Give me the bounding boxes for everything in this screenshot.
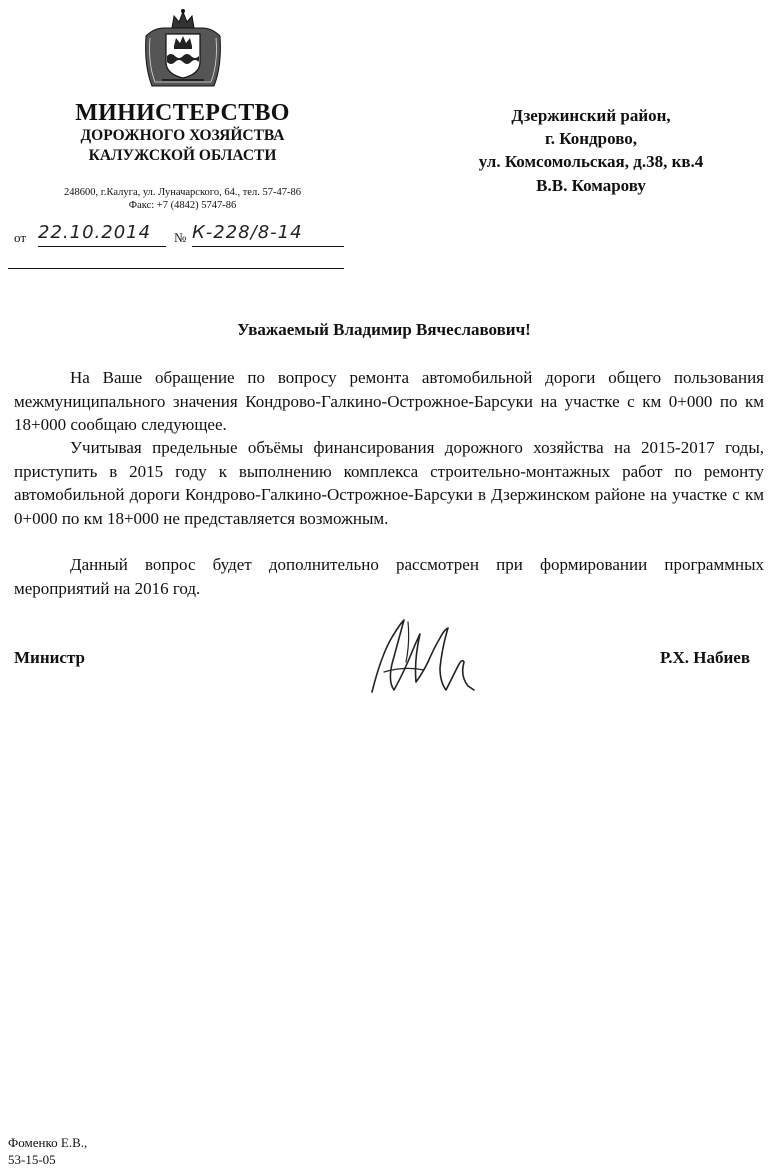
body-paragraph-1 <box>14 366 764 437</box>
signatory-position: Министр <box>14 648 85 667</box>
executor-name: Фоменко Е.В., <box>8 1135 88 1150</box>
ministry-title: МИНИСТЕРСТВО <box>75 100 290 126</box>
coat-of-arms-icon <box>142 6 224 90</box>
handwritten-signature <box>364 612 480 704</box>
salutation: Уважаемый Владимир Вячеславович! <box>237 320 531 339</box>
recipient-city: г. Кондрово, <box>544 129 638 148</box>
registration-date: 22.10.2014 <box>38 222 166 247</box>
ministry-subtitle-line1: ДОРОЖНОГО ХОЗЯЙСТВА <box>80 127 285 144</box>
executor-phone: 53-15-05 <box>8 1152 56 1167</box>
body-paragraph-2 <box>14 436 764 530</box>
signatory-name: Р.Х. Набиев <box>659 648 750 667</box>
date-label: от <box>14 230 27 245</box>
registration-line <box>14 222 349 250</box>
ministry-subtitle-line2: КАЛУЖСКОЙ ОБЛАСТИ <box>88 147 277 164</box>
recipient-name: В.В. Комарову <box>536 176 646 195</box>
body-paragraph-3 <box>14 553 764 600</box>
body-paragraph-2-text: Учитывая предельные объёмы финансирования дорожного хозяйства на 2015-2017 годы, приступить в 2015 году к выполнению комплекса строительно-монтажных работ по ремонту автомобильной дороги Кондрово-Галкино-Острожное-Барсуки в Дзержинском районе на участке с км 0+000 по км 18+000 не представляется возможным. <box>14 438 764 528</box>
ministry-fax: Факс: +7 (4842) 5747-86 <box>128 200 237 211</box>
recipient-street: ул. Комсомольская, д.38, кв.4 <box>478 152 704 171</box>
registration-number: К-228/8-14 <box>192 222 344 247</box>
header-divider <box>8 268 344 269</box>
body-paragraph-1-text: На Ваше обращение по вопросу ремонта автомобильной дороги общего пользования межмуниципального значения Кондрово-Галкино-Острожное-Барсуки на участке с км 0+000 по км 18+000 сообщаю следующее. <box>14 368 764 435</box>
recipient-district: Дзержинский район, <box>511 106 671 125</box>
number-label: № <box>174 230 187 245</box>
body-paragraph-3-text: Данный вопрос будет дополнительно рассмотрен при формировании программных мероприятий на 2016 год. <box>14 555 764 598</box>
ministry-address: 248600, г.Калуга, ул. Луначарского, 64., тел. 57-47-86 <box>64 187 301 198</box>
